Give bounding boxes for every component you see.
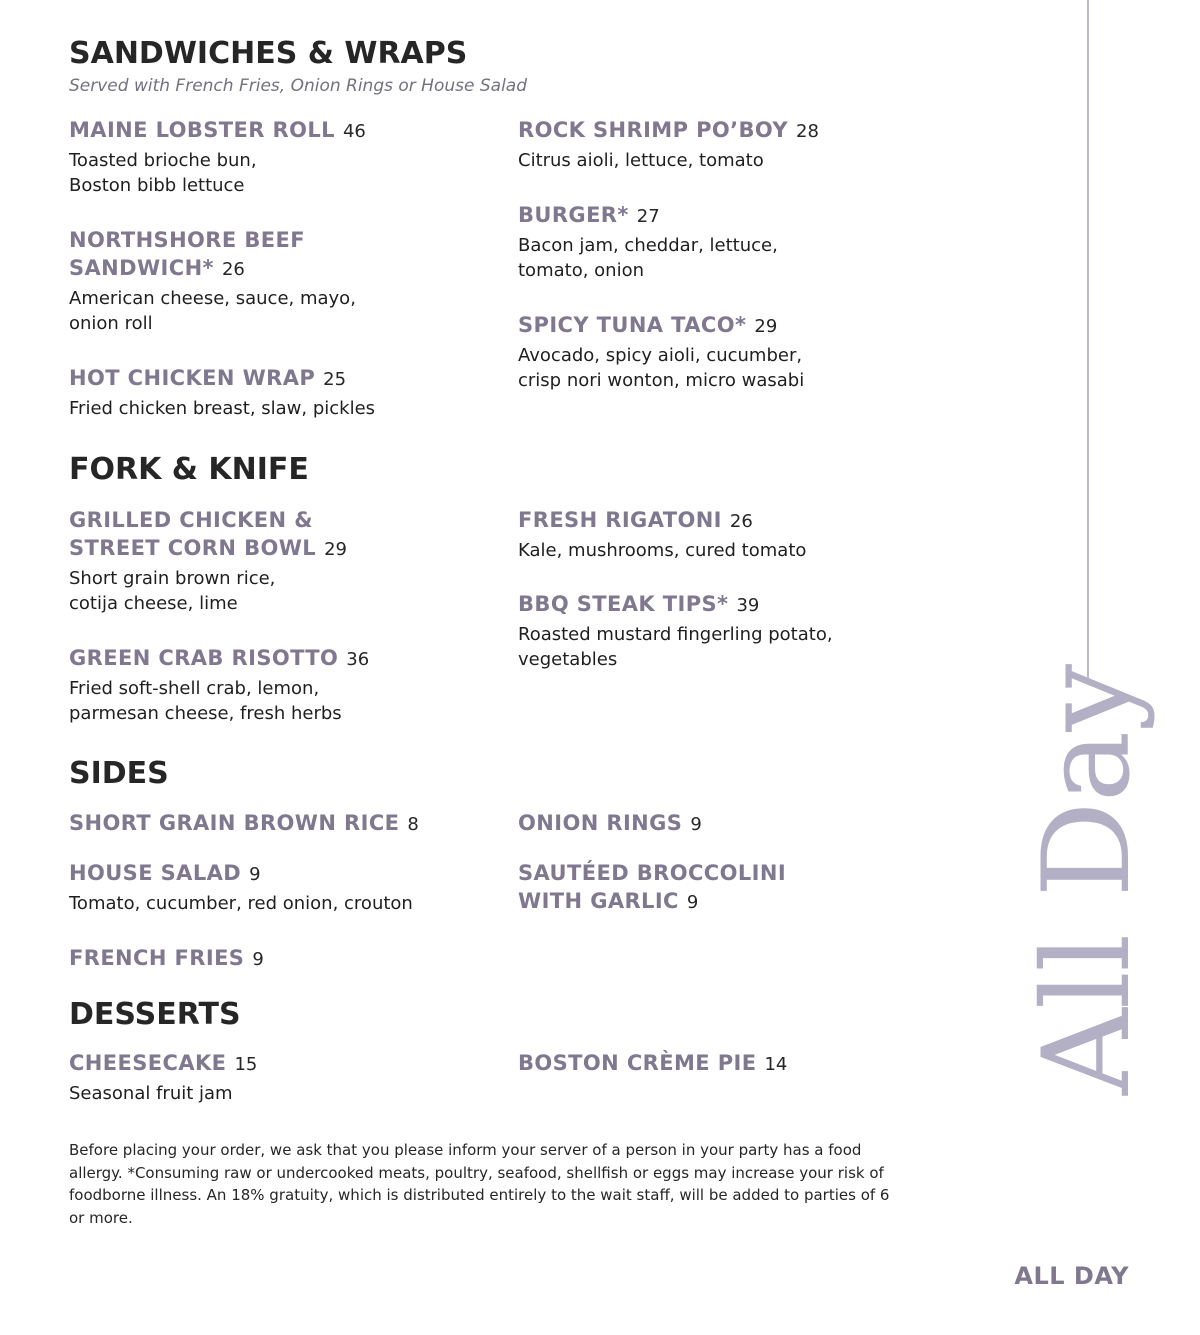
menu-item (69, 364, 489, 421)
menu-item (69, 1049, 489, 1106)
menu-item (69, 809, 489, 837)
menu-item (69, 506, 489, 616)
section-title-fork-knife: FORK & KNIFE (69, 452, 309, 487)
menu-item (518, 311, 938, 393)
menu-item (69, 944, 489, 972)
item-description: American cheese, sauce, mayo, onion roll (69, 288, 356, 334)
vertical-divider (1087, 0, 1089, 678)
section-title-desserts: DESSERTS (69, 997, 241, 1032)
item-name: SHORT GRAIN BROWN RICE (69, 811, 400, 835)
menu-item (518, 116, 938, 173)
section-title-sandwiches: SANDWICHES & WRAPS (69, 36, 468, 71)
item-description: Roasted mustard fingerling potato, vegetables (518, 624, 833, 670)
item-price: 29 (324, 539, 347, 560)
item-name: BBQ STEAK TIPS* (518, 592, 729, 616)
menu-item (69, 116, 489, 198)
menu-item (518, 506, 938, 563)
item-price: 9 (249, 864, 261, 885)
item-name: MAINE LOBSTER ROLL (69, 118, 335, 142)
item-description: Seasonal fruit jam (69, 1083, 233, 1104)
menu-item (518, 809, 938, 837)
item-name: NORTHSHORE BEEF (69, 228, 305, 252)
item-description: Short grain brown rice, cotija cheese, lime (69, 568, 276, 614)
footer-tag: ALL DAY (1014, 1262, 1129, 1290)
item-name: GREEN CRAB RISOTTO (69, 646, 339, 670)
item-price: 26 (221, 259, 245, 280)
item-name: BOSTON CRÈME PIE (518, 1051, 757, 1075)
item-description: Toasted brioche bun, Boston bibb lettuce (69, 150, 257, 196)
item-name: WITH GARLIC (518, 889, 679, 913)
item-name: GRILLED CHICKEN & (69, 508, 313, 532)
item-name: SANDWICH* (69, 256, 214, 280)
section-subtitle-sandwiches: Served with French Fries, Onion Rings or House Salad (69, 76, 527, 96)
item-price: 28 (796, 121, 819, 142)
side-title: All Day (1018, 664, 1157, 1095)
item-name: HOUSE SALAD (69, 861, 242, 885)
menu-item (69, 859, 489, 916)
menu-item (69, 644, 489, 726)
item-price: 9 (690, 814, 702, 835)
menu-item (518, 590, 938, 672)
item-description: Bacon jam, cheddar, lettuce, tomato, onion (518, 235, 778, 281)
section-title-sides: SIDES (69, 756, 169, 791)
item-price: 27 (636, 206, 660, 227)
item-name: STREET CORN BOWL (69, 536, 317, 560)
item-price: 15 (234, 1054, 258, 1075)
item-name: SAUTÉED BROCCOLINI (518, 861, 787, 885)
item-price: 36 (346, 649, 370, 670)
footer-note: Before placing your order, we ask that you please inform your server of a person in your party has a food allergy. *Consuming raw or undercooked meats, poultry, seafood, shellfish or eggs may increase your risk of foodborne illness. An 18% gratuity, which is distributed entirely to the wait staff, will be added to parties of 6 or more. (69, 1141, 890, 1227)
item-price: 8 (407, 814, 419, 835)
item-name: SPICY TUNA TACO* (518, 313, 747, 337)
item-description: Tomato, cucumber, red onion, crouton (69, 893, 413, 914)
item-price: 9 (686, 892, 699, 913)
item-price: 14 (764, 1054, 788, 1075)
item-name: BURGER* (518, 203, 629, 227)
item-name: FRENCH FRIES (69, 946, 245, 970)
item-price: 26 (729, 511, 753, 532)
item-description: Fried chicken breast, slaw, pickles (69, 398, 376, 419)
item-price: 9 (252, 949, 264, 970)
item-price: 29 (754, 316, 778, 337)
item-name: CHEESECAKE (69, 1051, 227, 1075)
menu-item (518, 201, 938, 283)
menu-item (518, 859, 938, 915)
item-name: HOT CHICKEN WRAP (69, 366, 316, 390)
item-price: 46 (342, 121, 366, 142)
item-name: ONION RINGS (518, 811, 683, 835)
item-name: ROCK SHRIMP PO’BOY (518, 118, 789, 142)
menu-item (518, 1049, 938, 1077)
item-price: 39 (736, 595, 760, 616)
item-description: Fried soft-shell crab, lemon, parmesan cheese, fresh herbs (69, 678, 342, 724)
item-description: Citrus aioli, lettuce, tomato (518, 150, 764, 171)
menu-item (69, 226, 489, 336)
item-price: 25 (323, 369, 347, 390)
item-name: FRESH RIGATONI (518, 508, 722, 532)
item-description: Avocado, spicy aioli, cucumber, crisp nori wonton, micro wasabi (518, 345, 805, 391)
item-description: Kale, mushrooms, cured tomato (518, 540, 807, 561)
